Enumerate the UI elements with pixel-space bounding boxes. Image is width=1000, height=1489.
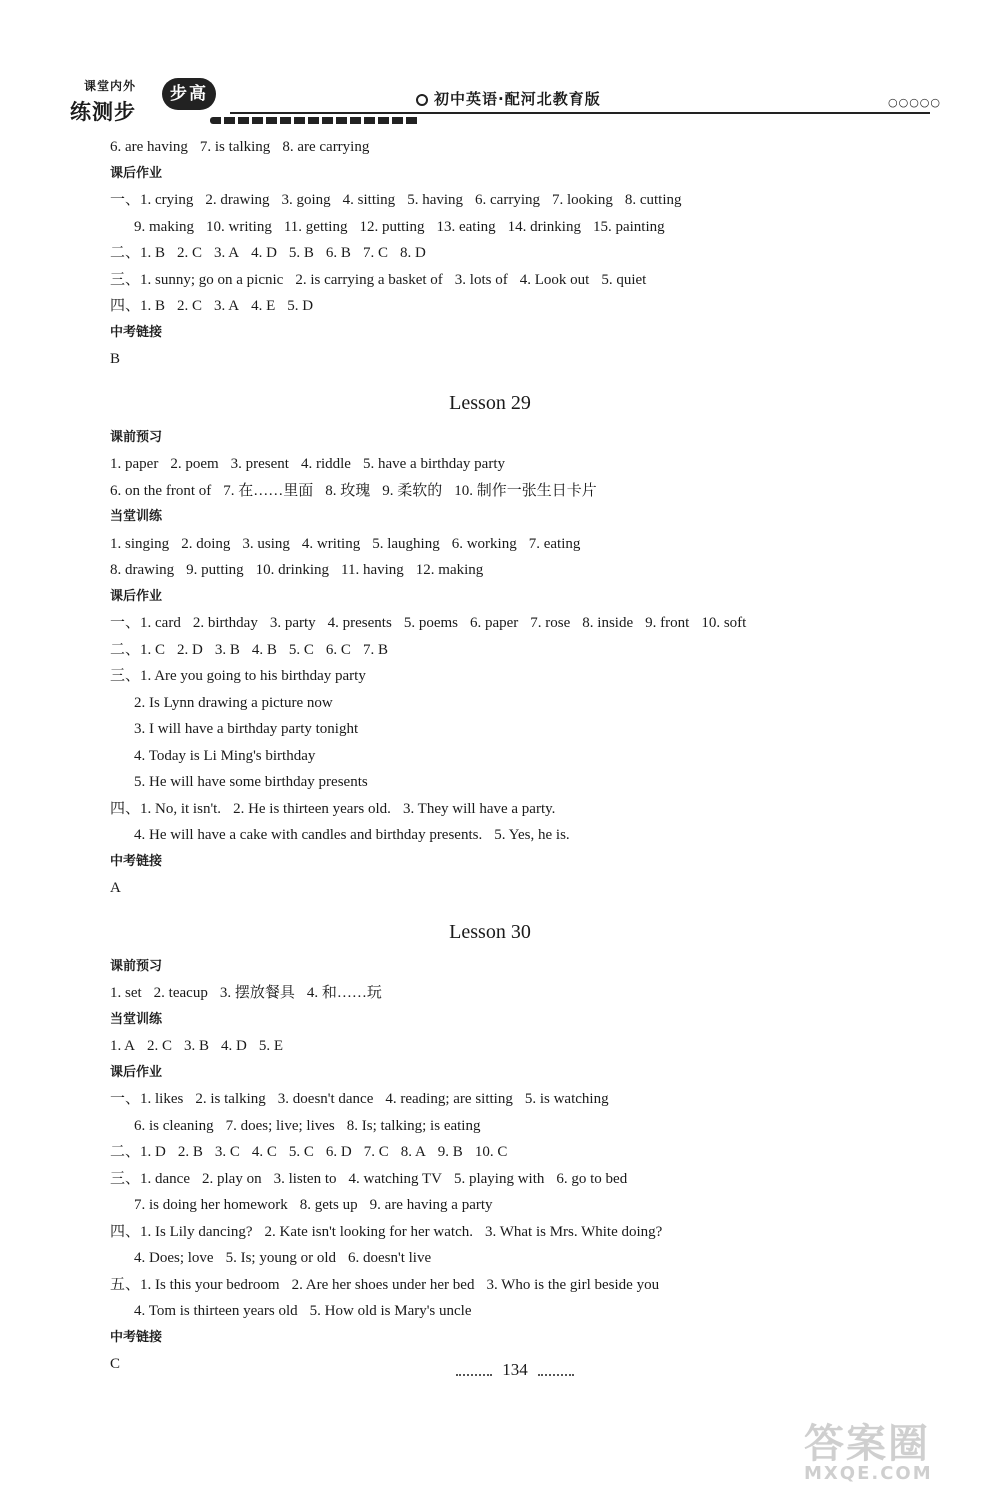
page-footer [440,1360,590,1400]
answer-line [110,531,870,558]
answer-item: 3. I will have a birthday party tonight [134,721,359,737]
logo-main-text: 练测步 [70,100,136,124]
answer-item: 5. E [258,1038,284,1054]
answer-line [110,134,870,161]
answer-item: 4. riddle [300,456,351,472]
answer-item: 15. painting [592,218,665,235]
answer-item: 4. 和……玩 [306,985,382,1001]
answer-item: 2. is carrying a basket of [295,271,443,288]
answer-line [110,663,870,690]
answer-item: 6. D [325,1144,352,1160]
answer-item: 8. Is; talking; is eating [346,1117,481,1134]
answer-item: 7. looking [552,192,613,208]
answer-item: 5. How old is Mary's uncle [309,1303,472,1319]
answer-item: 7. rose [530,615,571,631]
answer-item: 5. Yes, he is. [494,827,570,843]
answer-line [110,690,870,717]
answer-item: 6. are having [110,139,188,155]
answer-item: 2. is talking [195,1091,266,1107]
answer-item: 2. He is thirteen years old. [233,800,391,817]
answer-item: 7. does; live; lives [225,1117,335,1134]
lesson-title: Lesson 29 [449,391,531,414]
answer-item: 5. quiet [601,271,647,288]
answer-item: 1. card [140,615,181,631]
corner-dots-ornament: ○○○○○ [888,96,941,109]
answer-line [110,743,870,770]
answer-line [110,1298,870,1325]
answer-item: 2. C [177,298,203,314]
answer-item: 5. is watching [524,1091,609,1107]
answer-line [110,1139,870,1166]
answer-item: 4. C [251,1144,277,1160]
answer-item: 8. A [400,1144,426,1160]
answer-content [110,134,870,1378]
answer-item: 2. C [147,1038,173,1054]
answer-item: 6. C [325,641,351,658]
answer-item: 1. No, it isn't. [140,800,222,817]
answer-item: 1. A [110,1038,136,1054]
answer-item: 4. E [251,298,276,314]
section-heading: 课后作业 [110,588,163,604]
answer-item: 2. birthday [192,615,258,631]
answer-line [110,1219,870,1246]
answer-item: 1. set [110,985,142,1001]
answer-line [110,796,870,823]
answer-item: 1. sunny; go on a picnic [140,271,284,288]
question-number: 四、 [110,800,141,817]
answer-item: 7. eating [528,535,581,552]
answer-item: 10. drinking [255,562,330,578]
answer-item: 2. Are her shoes under her bed [291,1276,475,1293]
answer-item: 8. gets up [299,1197,358,1213]
answer-item: 10. C [474,1144,508,1160]
answer-line: B [110,351,121,367]
section-heading: 课前预习 [110,958,163,974]
answer-line [110,637,870,664]
answer-item: 5. poems [403,615,458,631]
answer-item: 1. dance [140,1170,190,1187]
answer-item: 4. watching TV [348,1170,442,1187]
answer-item: 5. C [288,1144,314,1160]
answer-item: 4. writing [301,535,361,552]
section-heading: 课后作业 [110,165,163,181]
answer-item: 2. teacup [153,985,208,1001]
page-number: 134 [502,1360,528,1379]
header-bead-ornament [210,117,420,124]
answer-line [110,1245,870,1272]
answer-item: 1. C [140,641,166,658]
answer-item: 1. Is Lily dancing? [140,1223,253,1240]
answer-line [110,478,870,505]
footer-ornament-right [538,1364,574,1376]
answer-item: 13. eating [436,218,496,235]
answer-item: 5. B [288,245,314,261]
answer-item: 1. D [140,1144,166,1160]
answer-item: 2. doing [181,535,231,552]
section-heading: 当堂训练 [110,509,163,524]
question-number: 三、 [110,271,141,288]
answer-item: 1. paper [110,456,159,472]
answer-line [110,769,870,796]
answer-item: 2. poem [170,456,219,472]
answer-line [110,214,870,241]
question-number: 一、 [110,1091,141,1107]
answer-item: 4. Look out [519,271,590,288]
answer-item: 1. B [140,298,166,314]
answer-item: 9. making [134,218,194,235]
answer-line [110,557,870,584]
answer-line [110,240,870,267]
series-logo [70,74,220,130]
subject-mark-icon [416,94,428,106]
answer-item: 5. C [288,641,314,658]
answer-item: 6. B [325,245,351,261]
section-heading: 课前预习 [110,429,163,445]
answer-item: 2. D [177,641,203,658]
answer-item: 3. What is Mrs. White doing? [484,1223,663,1240]
answer-item: 4. D [221,1038,247,1054]
answer-item: 11. getting [283,218,348,235]
question-number: 五、 [110,1276,141,1293]
answer-item: 1. likes [140,1091,184,1107]
answer-item: 12. putting [359,218,425,235]
answer-item: 3. 摆放餐具 [219,985,295,1001]
section-heading: 中考链接 [110,324,163,340]
answer-item: 8. are carrying [282,139,370,155]
answer-line: A [110,880,121,896]
answer-item: 14. drinking [507,218,581,235]
answer-item: 4. presents [327,615,392,631]
answer-item: 8. drawing [110,562,175,578]
answer-item: 7. C [362,245,388,261]
answer-item: 7. is talking [199,139,271,155]
answer-item: 4. Tom is thirteen years old [134,1303,298,1319]
subject-title-text: 初中英语·配河北教育版 [434,90,601,108]
answer-item: 5. D [287,298,314,314]
answer-line [110,822,870,849]
answer-item: 9. B [437,1144,463,1160]
answer-item: 4. He will have a cake with candles and birthday presents. [134,827,483,843]
answer-item: 3. A [214,245,240,261]
answer-item: 3. using [242,535,290,552]
answer-item: 9. putting [186,562,244,578]
section-heading: 课后作业 [110,1064,163,1080]
answer-item: 3. listen to [273,1170,337,1187]
answer-item: 4. Today is Li Ming's birthday [134,747,316,764]
answer-item: 10. soft [701,615,747,631]
answer-item: 2. play on [202,1170,262,1187]
answer-line [110,267,870,294]
answer-item: 6. doesn't live [348,1250,432,1266]
answer-line [110,293,870,320]
answer-item: 9. are having a party [369,1197,493,1213]
answer-item: 9. front [645,615,690,631]
answer-item: 3. B [214,641,240,658]
lesson-title: Lesson 30 [449,920,531,943]
answer-item: 2. Kate isn't looking for her watch. [264,1223,473,1240]
answer-line [110,187,870,214]
answer-item: 3. going [281,192,331,208]
answer-item: 3. lots of [454,271,508,288]
question-number: 二、 [110,641,141,658]
answer-item: 10. writing [206,218,272,235]
answer-line [110,1272,870,1299]
section-heading: 中考链接 [110,853,163,869]
answer-item: 4. reading; are sitting [385,1091,513,1107]
answer-line [110,980,870,1007]
question-number: 一、 [110,192,141,208]
question-number: 二、 [110,245,141,261]
answer-item: 5. He will have some birthday presents [134,774,368,790]
answer-item: 2. drawing [205,192,270,208]
answer-line [110,451,870,478]
answer-item: 10. 制作一张生日卡片 [454,482,597,499]
answer-item: 12. making [415,562,484,578]
answer-item: 6. carrying [475,192,540,208]
answer-item: 7. 在……里面 [223,482,314,499]
question-number: 一、 [110,615,141,631]
answer-item: 8. D [399,245,426,261]
answer-item: 7. B [362,641,388,658]
answer-line [110,1166,870,1193]
logo-top-text: 课堂内外 [84,79,137,93]
page-header [60,72,960,132]
answer-item: 3. doesn't dance [277,1091,374,1107]
answer-line: C [110,1356,121,1372]
question-number: 二、 [110,1144,141,1160]
answer-item: 2. C [177,245,203,261]
question-number: 三、 [110,668,141,684]
watermark-text: 答案圈 [804,1421,930,1467]
answer-item: 1. singing [110,535,170,552]
watermark-logo [804,1412,994,1482]
answer-item: 1. Are you going to his birthday party [140,668,366,684]
answer-item: 7. C [363,1144,389,1160]
answer-item: 8. 玫瑰 [325,482,371,499]
question-number: 四、 [110,1223,141,1240]
answer-item: 9. 柔软的 [382,482,443,499]
answer-item: 4. D [251,245,277,261]
answer-item: 1. B [140,245,166,261]
answer-item: 7. is doing her homework [134,1197,288,1213]
answer-line [110,1086,870,1113]
answer-item: 4. B [251,641,277,658]
answer-item: 8. inside [582,615,634,631]
subject-title [416,88,601,109]
answer-item: 2. B [177,1144,203,1160]
answer-item: 6. go to bed [556,1170,628,1187]
answer-item: 3. Who is the girl beside you [486,1276,660,1293]
answer-item: 4. sitting [342,192,396,208]
answer-item: 3. party [269,615,316,631]
answer-line [110,610,870,637]
answer-item: 1. Is this your bedroom [140,1276,280,1293]
answer-item: 5. having [407,192,464,208]
footer-ornament-left [456,1364,492,1376]
answer-item: 3. B [184,1038,210,1054]
answer-item: 3. They will have a party. [402,800,556,817]
answer-line [110,1033,870,1060]
logo-badge: 步高 [162,78,216,110]
answer-line [110,716,870,743]
question-number: 三、 [110,1170,141,1187]
answer-item: 1. crying [140,192,194,208]
question-number: 四、 [110,298,141,314]
answer-item: 4. Does; love [134,1250,214,1266]
answer-item: 6. is cleaning [134,1117,214,1134]
watermark-url: MXQE.COM [804,1463,933,1484]
answer-item: 6. paper [469,615,519,631]
header-rule [230,112,930,114]
answer-item: 5. have a birthday party [362,456,505,472]
answer-item: 6. on the front of [110,482,212,499]
section-heading: 当堂训练 [110,1011,163,1027]
answer-item: 3. A [214,298,240,314]
answer-item: 3. present [230,456,289,472]
answer-item: 5. Is; young or old [225,1250,336,1266]
answer-line [110,1192,870,1219]
answer-item: 11. having [341,562,404,578]
section-heading: 中考链接 [110,1329,163,1345]
answer-line [110,1113,870,1140]
answer-item: 2. Is Lynn drawing a picture now [134,694,333,711]
answer-item: 3. C [214,1144,240,1160]
answer-item: 5. laughing [372,535,440,552]
answer-item: 6. working [451,535,517,552]
answer-item: 5. playing with [453,1170,545,1187]
answer-item: 8. cutting [624,192,682,208]
